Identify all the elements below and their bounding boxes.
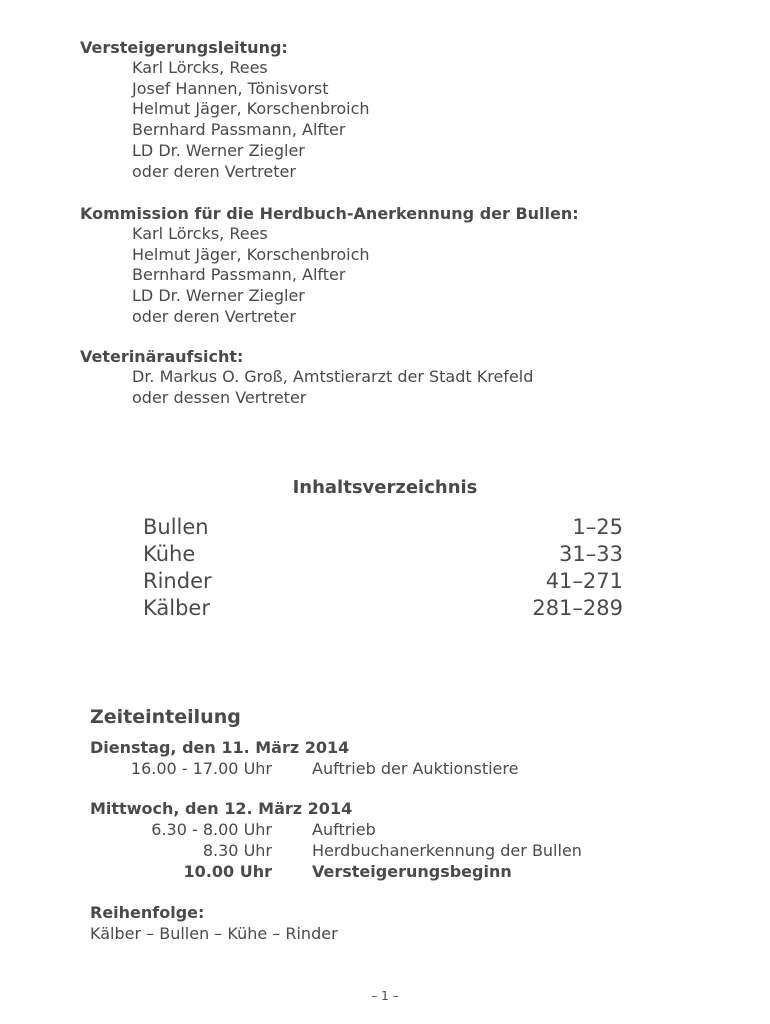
- schedule-desc: Auftrieb: [312, 820, 376, 839]
- schedule-item: [90, 819, 582, 840]
- kommission-line: Helmut Jäger, Korschenbroich: [132, 244, 370, 264]
- schedule-day: [90, 799, 582, 882]
- schedule-item: [90, 840, 582, 861]
- kommission-line: Bernhard Passmann, Alfter: [132, 265, 346, 285]
- toc-entry: [143, 568, 623, 595]
- veterinaeraufsicht-line: oder dessen Vertreter: [132, 387, 307, 407]
- toc-entry: [143, 541, 623, 568]
- schedule-time: 6.30 - 8.00 Uhr: [151, 820, 272, 839]
- table-of-contents: [143, 514, 623, 622]
- kommission-heading: Kommission für die Herdbuch-Anerkennung der Bullen:: [80, 204, 579, 223]
- versteigerungsleitung-line: oder deren Vertreter: [132, 161, 296, 181]
- reihenfolge-text: Kälber – Bullen – Kühe – Rinder: [90, 924, 338, 943]
- reihenfolge-section: [90, 903, 338, 945]
- toc-title: Inhaltsverzeichnis: [292, 477, 478, 498]
- zeiteinteilung-title: Zeiteinteilung: [90, 706, 241, 728]
- schedule-desc: Auftrieb der Auktionstiere: [312, 759, 519, 778]
- schedule-desc: Herdbuchanerkennung der Bullen: [312, 841, 582, 860]
- veterinaeraufsicht-heading: Veterinäraufsicht:: [80, 347, 244, 366]
- toc-entry-label: Bullen: [143, 515, 209, 539]
- reihenfolge-heading: Reihenfolge:: [90, 903, 205, 922]
- versteigerungsleitung-line: LD Dr. Werner Ziegler: [132, 140, 305, 160]
- schedule-item-highlight: [90, 861, 582, 882]
- toc-entry-range: 281–289: [532, 596, 623, 620]
- schedule-day-heading: Mittwoch, den 12. März 2014: [90, 799, 353, 818]
- toc-entry: [143, 595, 623, 622]
- toc-entry: [143, 514, 623, 541]
- toc-entry-range: 1–25: [572, 515, 623, 539]
- toc-entry-label: Kühe: [143, 542, 196, 566]
- schedule-time: 16.00 - 17.00 Uhr: [130, 759, 272, 778]
- kommission-line: LD Dr. Werner Ziegler: [132, 286, 305, 306]
- toc-entry-range: 31–33: [559, 542, 623, 566]
- versteigerungsleitung-line: Josef Hannen, Tönisvorst: [132, 78, 329, 98]
- versteigerungsleitung-heading: Versteigerungsleitung:: [80, 38, 288, 57]
- schedule-time: 8.30 Uhr: [202, 841, 272, 860]
- schedule-day-heading: Dienstag, den 11. März 2014: [90, 738, 350, 757]
- versteigerungsleitung-line: Karl Lörcks, Rees: [132, 58, 268, 77]
- veterinaeraufsicht-line: Dr. Markus O. Groß, Amtstierarzt der Stadt Krefeld: [132, 367, 534, 386]
- schedule-desc: Versteigerungsbeginn: [312, 862, 512, 881]
- kommission-line: oder deren Vertreter: [132, 306, 296, 326]
- kommission-line: Karl Lörcks, Rees: [132, 224, 268, 243]
- versteigerungsleitung-line: Bernhard Passmann, Alfter: [132, 120, 346, 140]
- toc-entry-label: Rinder: [143, 569, 212, 593]
- toc-entry-range: 41–271: [545, 569, 623, 593]
- versteigerungsleitung-line: Helmut Jäger, Korschenbroich: [132, 99, 370, 119]
- schedule-day: [90, 738, 518, 779]
- toc-entry-label: Kälber: [143, 596, 210, 620]
- schedule-time: 10.00 Uhr: [183, 862, 272, 881]
- versteigerungsleitung-section: [80, 38, 370, 182]
- kommission-section: [80, 204, 579, 328]
- veterinaeraufsicht-section: [80, 347, 533, 408]
- page-number: – 1 –: [371, 989, 399, 1003]
- schedule-item: [90, 758, 518, 779]
